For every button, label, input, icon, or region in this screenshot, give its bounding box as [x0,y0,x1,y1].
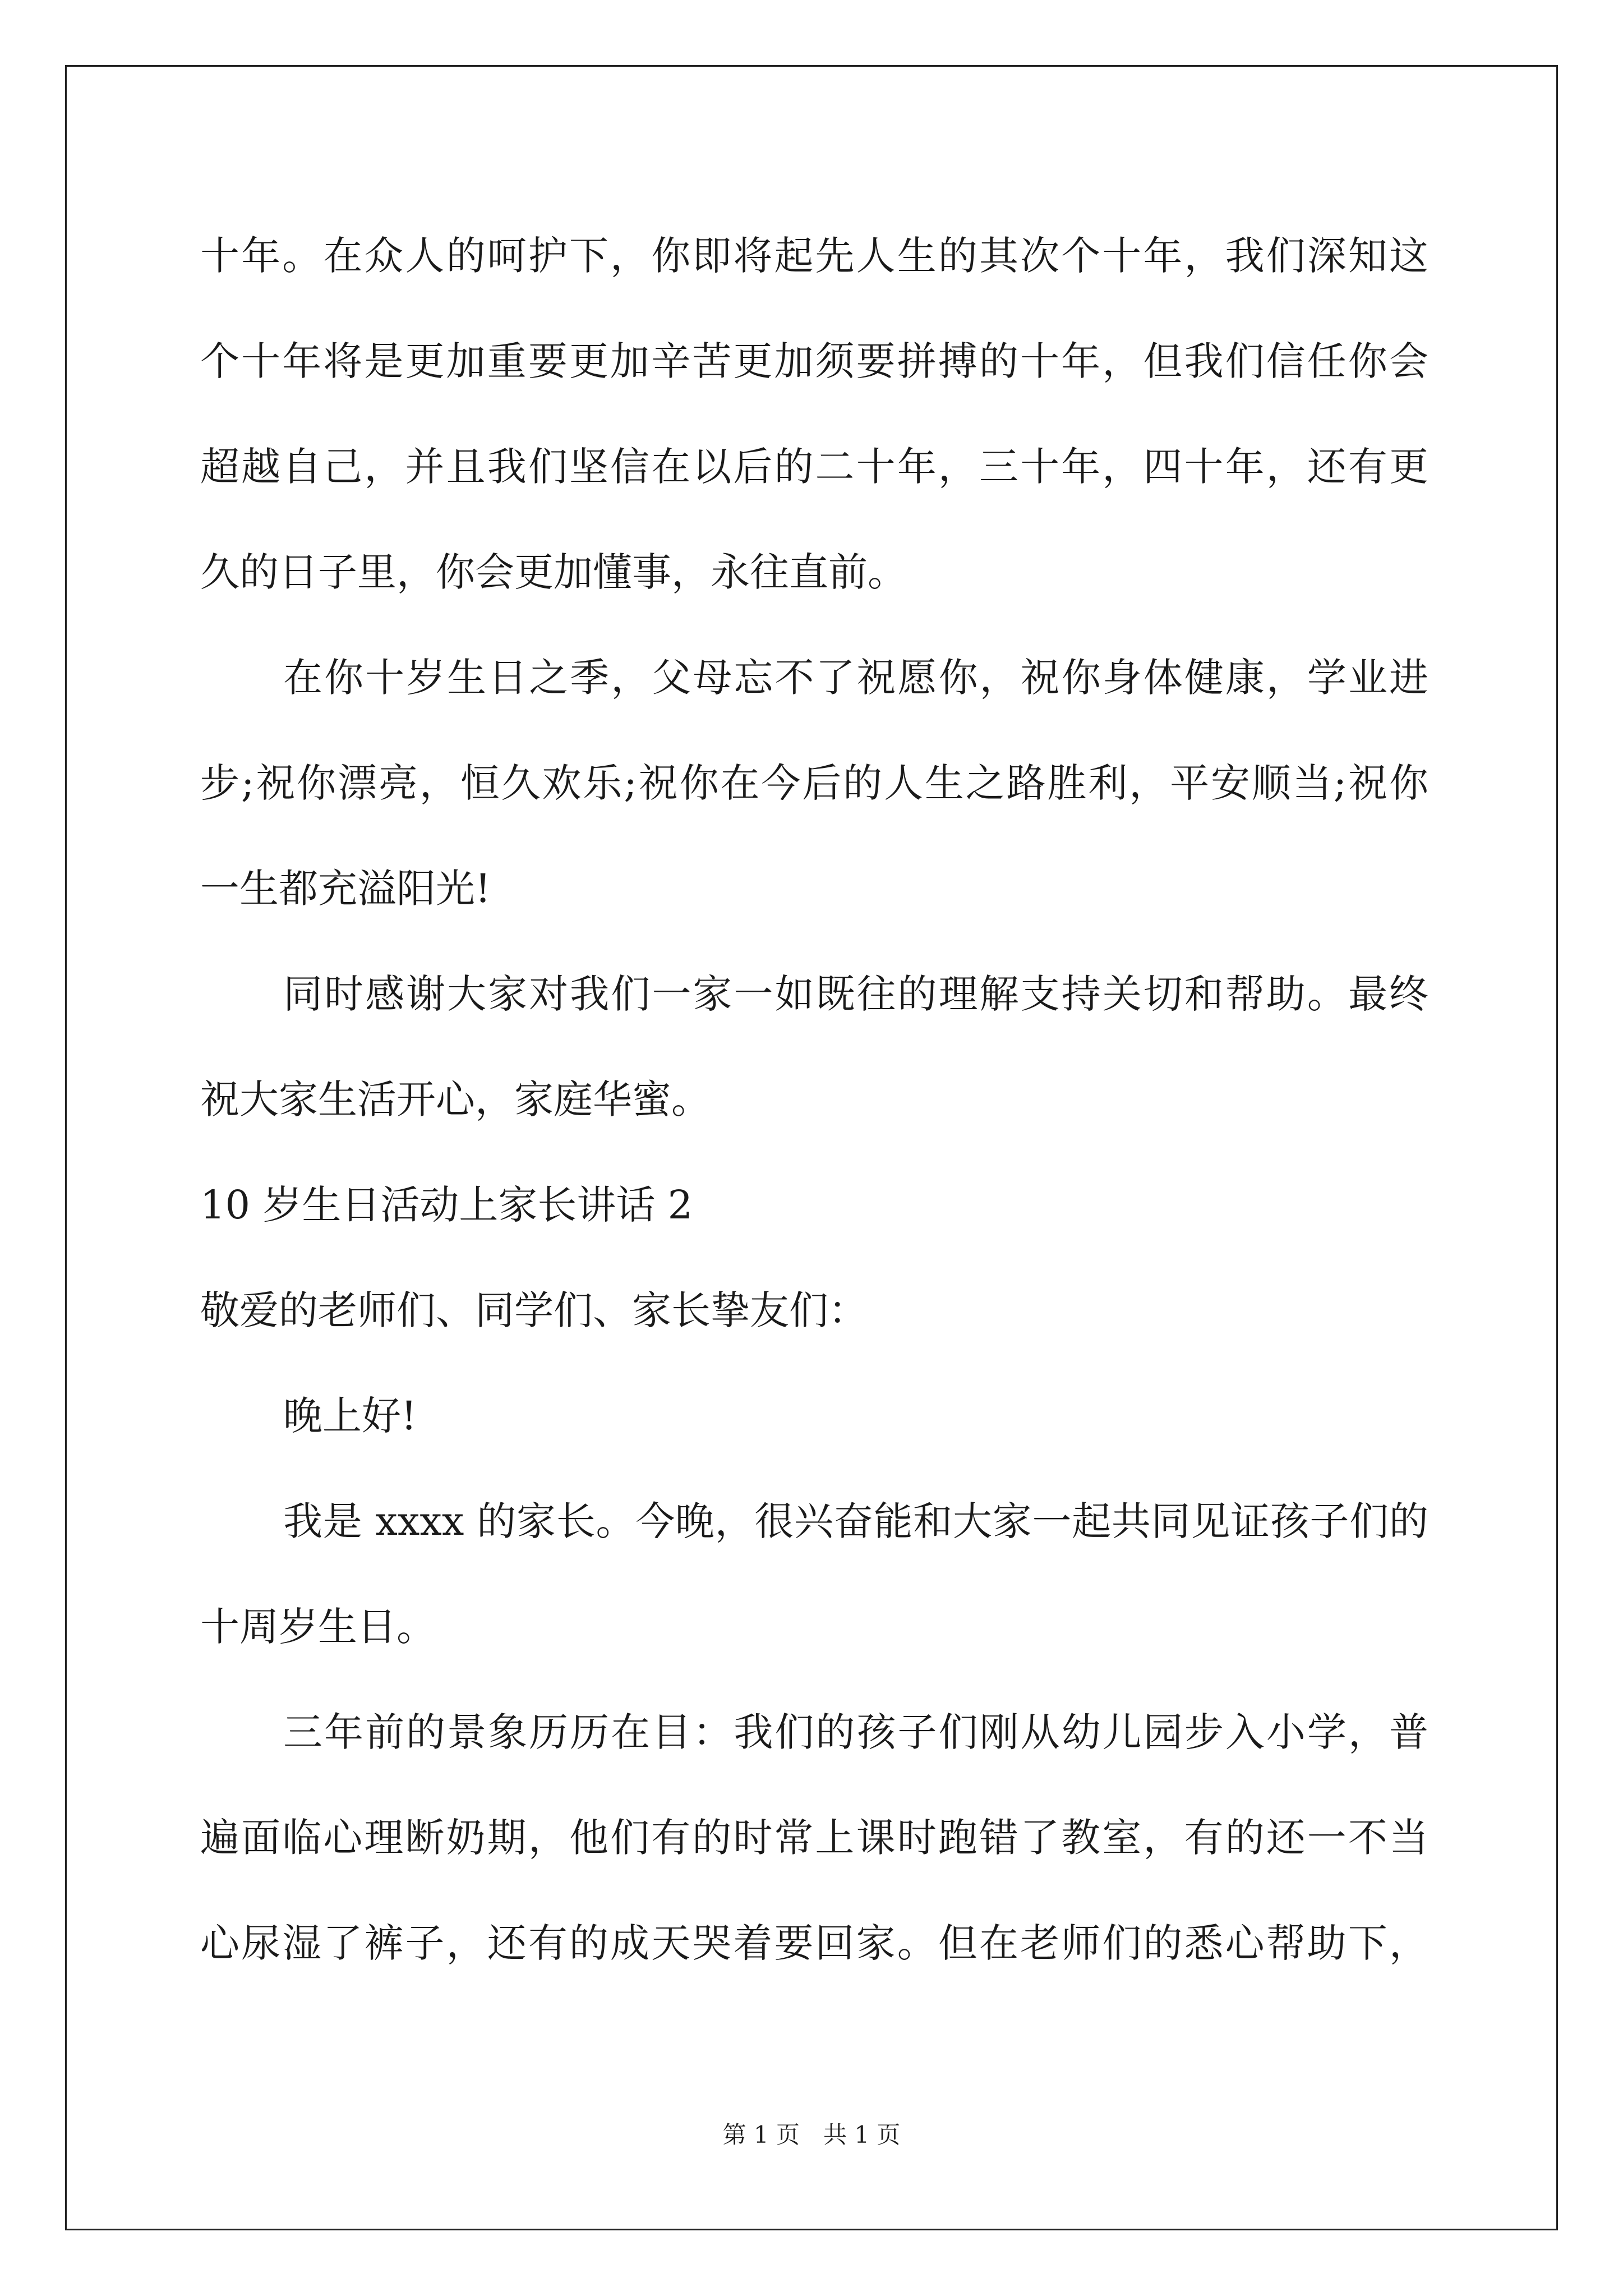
text-line: 超越自己，并且我们坚信在以后的二十年，三十年，四十年，还有更 [200,444,1428,490]
greeting: 晚上好! [283,1393,417,1439]
text-line: 十周岁生日。 [200,1604,436,1650]
document-body [200,203,1428,1996]
text-line: 心尿湿了裤子，还有的成天哭着要回家。但在老师们的悉心帮助下， [200,1920,1428,1966]
section-heading: 10 岁生日活动上家长讲话 2 [200,1182,693,1228]
text-line: 个十年将是更加重要更加辛苦更加须要拼搏的十年，但我们信任你会 [200,338,1428,384]
text-line: 步;祝你漂亮，恒久欢乐;祝你在今后的人生之路胜利，平安顺当;祝你 [200,760,1428,806]
text-line: 一生都充溢阳光! [200,866,491,912]
paragraph-start-line: 在你十岁生日之季，父母忘不了祝愿你，祝你身体健康，学业进 [283,655,1428,701]
text-line: 遍面临心理断奶期，他们有的时常上课时跑错了教室，有的还一不当 [200,1815,1428,1861]
paragraph-start-line: 三年前的景象历历在目：我们的孩子们刚从幼儿园步入小学，普 [283,1709,1428,1755]
paragraph-start-line: 同时感谢大家对我们一家一如既往的理解支持关切和帮助。最终 [283,971,1428,1017]
paragraph-start-line: 我是 xxxx 的家长。今晚，很兴奋能和大家一起共同见证孩子们的 [283,1498,1428,1544]
text-line: 祝大家生活开心，家庭华蜜。 [200,1076,711,1122]
page-number-footer: 第 1 页 共 1 页 [722,2121,901,2148]
salutation: 敬爱的老师们、同学们、家长挚友们： [200,1287,868,1333]
text-line: 十年。在众人的呵护下，你即将起先人生的其次个十年，我们深知这 [200,233,1428,279]
text-line: 久的日子里，你会更加懂事，永往直前。 [200,549,907,595]
